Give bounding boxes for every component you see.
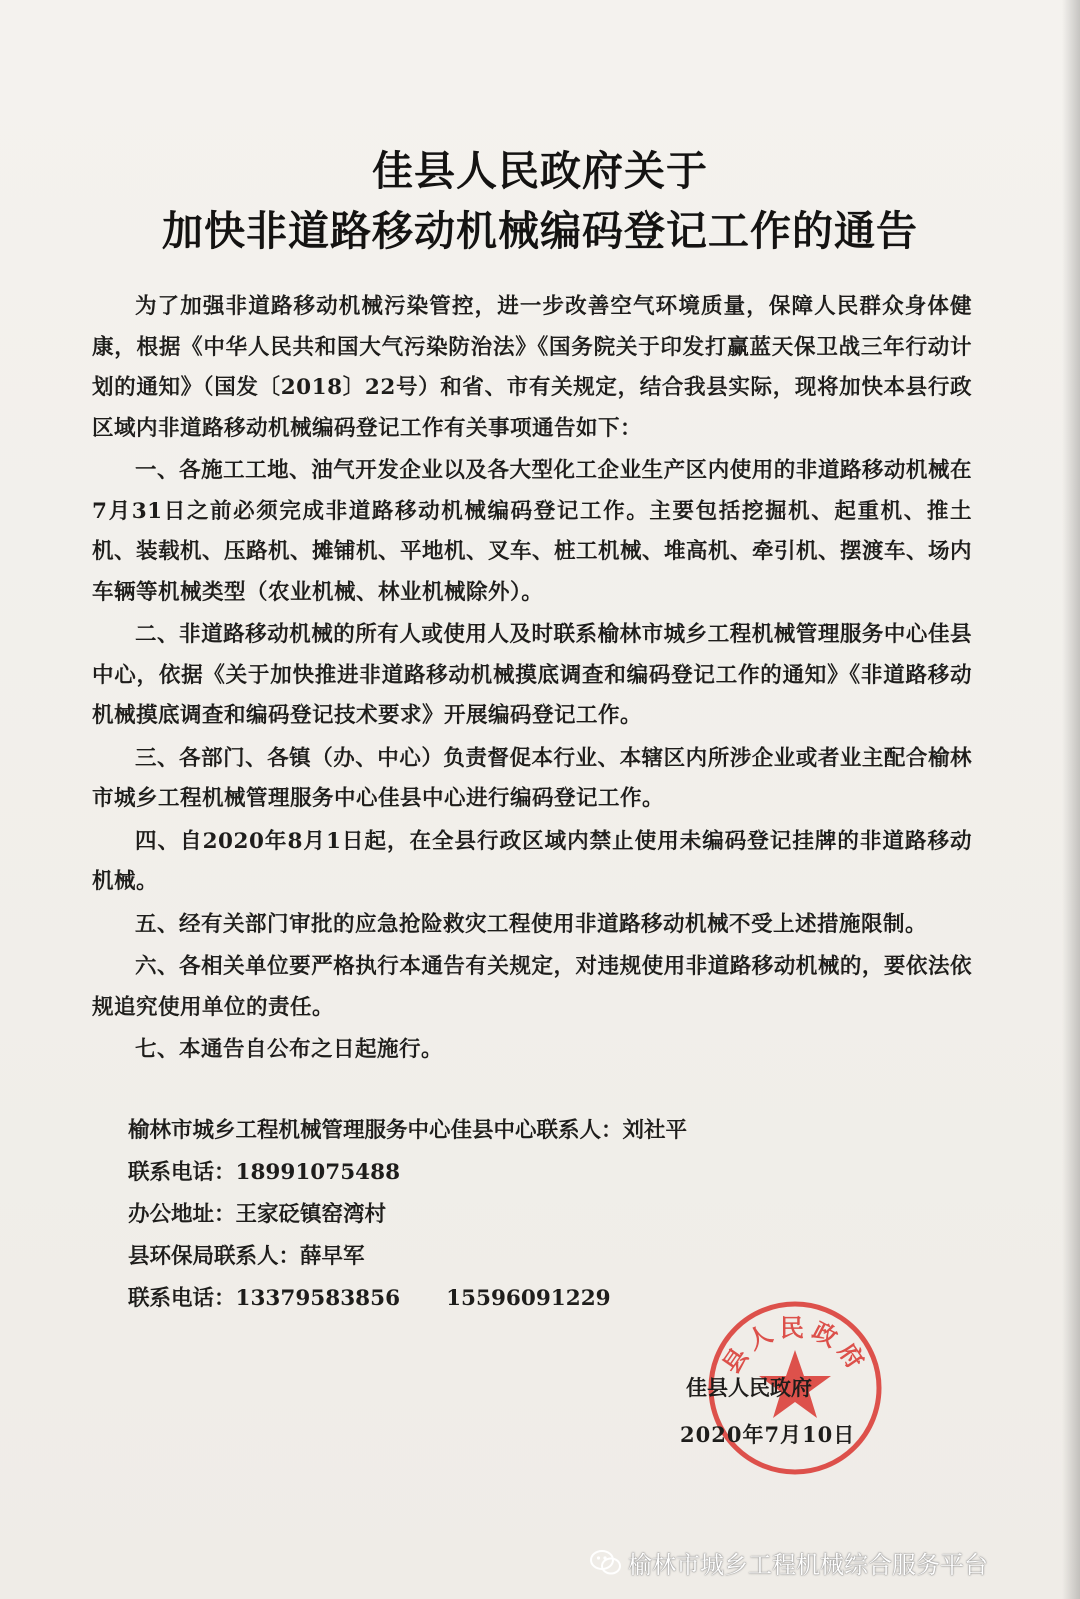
- watermark-text: 榆林市城乡工程机械综合服务平台: [628, 1551, 988, 1579]
- issuer-name: 佳县人民政府: [686, 1375, 812, 1400]
- wechat-icon: [590, 1549, 622, 1577]
- paragraph-item-4: 四、自2020年8月1日起，在全县行政区域内禁止使用未编码登记挂牌的非道路移动机械。: [92, 828, 972, 894]
- center-phone: 联系电话：18991075488: [128, 1160, 401, 1185]
- paragraph-item-6: 六、各相关单位要严格执行本通告有关规定，对违规使用非道路移动机械的，要依法依规追究使用单位的责任。: [92, 954, 972, 1020]
- notice-title-line-2: 加快非道路移动机械编码登记工作的通告: [162, 207, 918, 255]
- paragraph-item-5: 五、经有关部门审批的应急抢险救灾工程使用非道路移动机械不受上述措施限制。: [135, 911, 928, 937]
- center-contact: 榆林市城乡工程机械管理服务中心佳县中心联系人：刘社平: [128, 1118, 688, 1143]
- paragraph-item-1: 一、各施工工地、油气开发企业以及各大型化工企业生产区内使用的非道路移动机械在7月31日之前必须完成非道路移动机械编码登记工作。主要包括挖掘机、起重机、推土机、装载机、压路机、摊铺机、平地机、叉车、桩工机械、堆高机、牵引机、摆渡车、场内车辆等机械类型（农业机械、林业机械除外）。: [92, 458, 973, 605]
- paragraph-intro: 为了加强非道路移动机械污染管控，进一步改善空气环境质量，保障人民群众身体健康，根据《中华人民共和国大气污染防治法》《国务院关于印发打赢蓝天保卫战三年行动计划的通知》（国发〔2018〕22号）和省、市有关规定，结合我县实际，现将加快本县行政区域内非道路移动机械编码登记工作有关事项通告如下：: [92, 294, 972, 441]
- paragraph-item-2: 二、非道路移动机械的所有人或使用人及时联系榆林市城乡工程机械管理服务中心佳县中心，依据《关于加快推进非道路移动机械摸底调查和编码登记工作的通知》《非道路移动机械摸底调查和编码登记技术要求》开展编码登记工作。: [92, 622, 972, 728]
- issue-date: 2020年7月10日: [680, 1422, 856, 1447]
- bureau-phone-2: 15596091229: [446, 1286, 611, 1311]
- seal-text: 县人民政府: [717, 1314, 873, 1379]
- notice-title-line-1: 佳县人民政府关于: [372, 147, 708, 195]
- paragraph-item-3: 三、各部门、各镇（办、中心）负责督促本行业、本辖区内所涉企业或者业主配合榆林市城乡工程机械管理服务中心佳县中心进行编码登记工作。: [92, 745, 972, 811]
- bureau-phone-1: 联系电话：13379583856: [128, 1286, 401, 1311]
- notice-body: [92, 287, 972, 1071]
- contact-block: [128, 1110, 828, 1320]
- office-address: 办公地址：王家砭镇窑湾村: [128, 1202, 387, 1227]
- bureau-contact: 县环保局联系人：薛早军: [128, 1244, 365, 1269]
- platform-watermark: [590, 1545, 988, 1580]
- paragraph-item-7: 七、本通告自公布之日起施行。: [135, 1037, 444, 1062]
